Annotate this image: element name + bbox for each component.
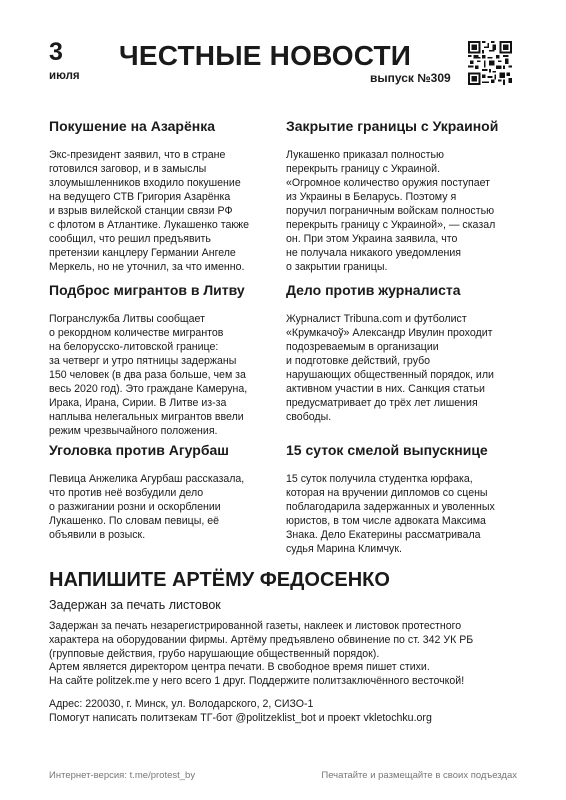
article-line: о закрытии границы. (286, 261, 388, 274)
appeal-line: характера на оборудовании фирмы. Артёму предъявлено обвинение по ст. 342 УК РБ (49, 633, 474, 646)
article-line: судья Марина Климчук. (286, 543, 402, 556)
footer-online-version: Интернет-версия: t.me/protest_by (49, 770, 196, 781)
article-line: он. При этом Украина заявила, что (286, 233, 458, 246)
article-line: и взрыв вилейской станции связи РФ (49, 205, 233, 218)
article-line: режим чрезвычайного положения. (49, 425, 218, 438)
article-line: 15 суток получила студентка юрфака, (286, 473, 473, 486)
article-line: Меркель, но не уточнил, за что именно. (49, 261, 245, 274)
article-title: Покушение на Азарёнка (49, 118, 215, 134)
address-line: Адрес: 220030, г. Минск, ул. Володарского, 2, СИЗО-1 (49, 698, 314, 710)
article-line: за четверг и утро пятницы задержаны (49, 355, 237, 368)
article-graduate (286, 442, 526, 556)
article-title: Закрытие границы с Украиной (286, 118, 499, 134)
article-line: которая на вручении дипломов со сцены (286, 487, 488, 500)
article-line: на ведущего СТВ Григория Азарёнка (49, 191, 231, 204)
article-line: Журналист Tribuna.com и футболист (286, 313, 467, 326)
article-line: Лукашенко приказал полностью (286, 149, 444, 162)
issue-number: выпуск №309 (370, 71, 451, 85)
article-line: весь 2020 год). Это граждане Камеруна, (49, 383, 248, 396)
article-border-closure (286, 118, 526, 274)
article-title: Дело против журналиста (286, 282, 461, 298)
article-line: готовился заговор, и в замыслы (49, 163, 207, 176)
article-line: перекрыть границу с Украиной. (286, 163, 441, 176)
article-line: юристов, в том числе адвоката Максима (286, 515, 486, 528)
article-migrants (49, 282, 273, 438)
article-line: на белорусско-литовской границе: (49, 341, 219, 354)
article-body (286, 472, 526, 556)
article-line: нарушающих общественный порядок, или (286, 369, 494, 382)
article-line: Ирака, Ирана, Сирии. В Литве из-за (49, 397, 227, 410)
address-line: Помогут написать политзекам ТГ-бот @politzeklist_bot и проект vkletochku.org (49, 712, 432, 724)
appeal-line: Артем является директором центра печати. В свободное время пишет стихи. (49, 661, 430, 674)
footer-print-note: Печатайте и размещайте в своих подъездах (321, 770, 517, 781)
article-line: перекрыть границу с Украиной», — сказал (286, 219, 496, 232)
article-title: 15 суток смелой выпускнице (286, 442, 488, 458)
appeal-address (49, 697, 519, 725)
issue-month: июля (49, 70, 80, 82)
article-line: сообщил, что решил предъявить (49, 233, 211, 246)
article-title: Подброс мигрантов в Литву (49, 282, 245, 298)
article-line: из Украины в Беларусь. Поэтому я (286, 191, 457, 204)
article-body (49, 148, 273, 274)
article-line: Певица Анжелика Агурбаш рассказала, (49, 473, 245, 486)
article-line: что против неё возбудили дело (49, 487, 204, 500)
appeal-title: НАПИШИТЕ АРТЁМУ ФЕДОСЕНКО (49, 569, 390, 591)
article-line: Погранслужба Литвы сообщает (49, 313, 205, 326)
article-line: претензии канцлеру Германии Ангеле (49, 247, 236, 260)
article-agurbash (49, 442, 273, 542)
article-line: злоумышленников входило покушение (49, 177, 241, 190)
appeal-line: (групповые действия, грубо нарушающие общественный порядок). (49, 647, 380, 660)
article-line: свободы. (286, 411, 332, 424)
article-body (49, 312, 273, 438)
article-line: 150 человек (в два раза больше, чем за (49, 369, 246, 382)
article-body (286, 312, 526, 424)
appeal-line: Задержан за печать незарегистрированной газеты, наклеек и листовок протестного (49, 620, 462, 632)
article-line: «Огромное количество оружия поступает (286, 177, 491, 190)
article-line: поблагодарила задержанных и уволенных (286, 501, 495, 514)
article-line: Лукашенко. По словам певицы, её (49, 515, 219, 528)
article-line: наплыва нелегальных мигрантов ввели (49, 411, 244, 424)
article-line: подозреваемым в организации (286, 341, 439, 354)
article-azarenok (49, 118, 273, 274)
article-line: поручил пограничным войскам полностью (286, 205, 495, 218)
article-line: объявили в розыск. (49, 529, 146, 542)
article-title: Уголовка против Агурбаш (49, 442, 229, 458)
article-line: Знака. Дело Екатерины рассматривала (286, 529, 481, 542)
article-body (286, 148, 526, 274)
newspaper-title: ЧЕСТНЫЕ НОВОСТИ (119, 40, 412, 71)
qr-code-icon[interactable] (468, 41, 512, 85)
article-line: о разжигании розни и оскорблении (49, 501, 221, 514)
appeal-body (49, 620, 519, 689)
article-line: предусматривает до трёх лет лишения (286, 397, 478, 410)
article-journalist-case (286, 282, 526, 424)
article-line: «Крумкачоў» Александр Ивулин проходит (286, 327, 493, 340)
article-line: и подготовке действий, грубо (286, 355, 431, 368)
appeal-subtitle: Задержан за печать листовок (49, 598, 221, 612)
article-line: с флотом в Атлантике. Лукашенко также (49, 219, 249, 232)
appeal-line: На сайте politzek.me у него всего 1 друг. Поддержите политзаключённого весточкой! (49, 675, 465, 688)
issue-day: 3 (49, 38, 63, 66)
article-line: о рекордном количестве мигрантов (49, 327, 224, 340)
article-body (49, 472, 273, 542)
article-line: не получала никакого уведомления (286, 247, 462, 260)
article-line: активном участии в них. Санкция статьи (286, 383, 485, 396)
article-line: Экс-президент заявил, что в стране (49, 149, 226, 162)
